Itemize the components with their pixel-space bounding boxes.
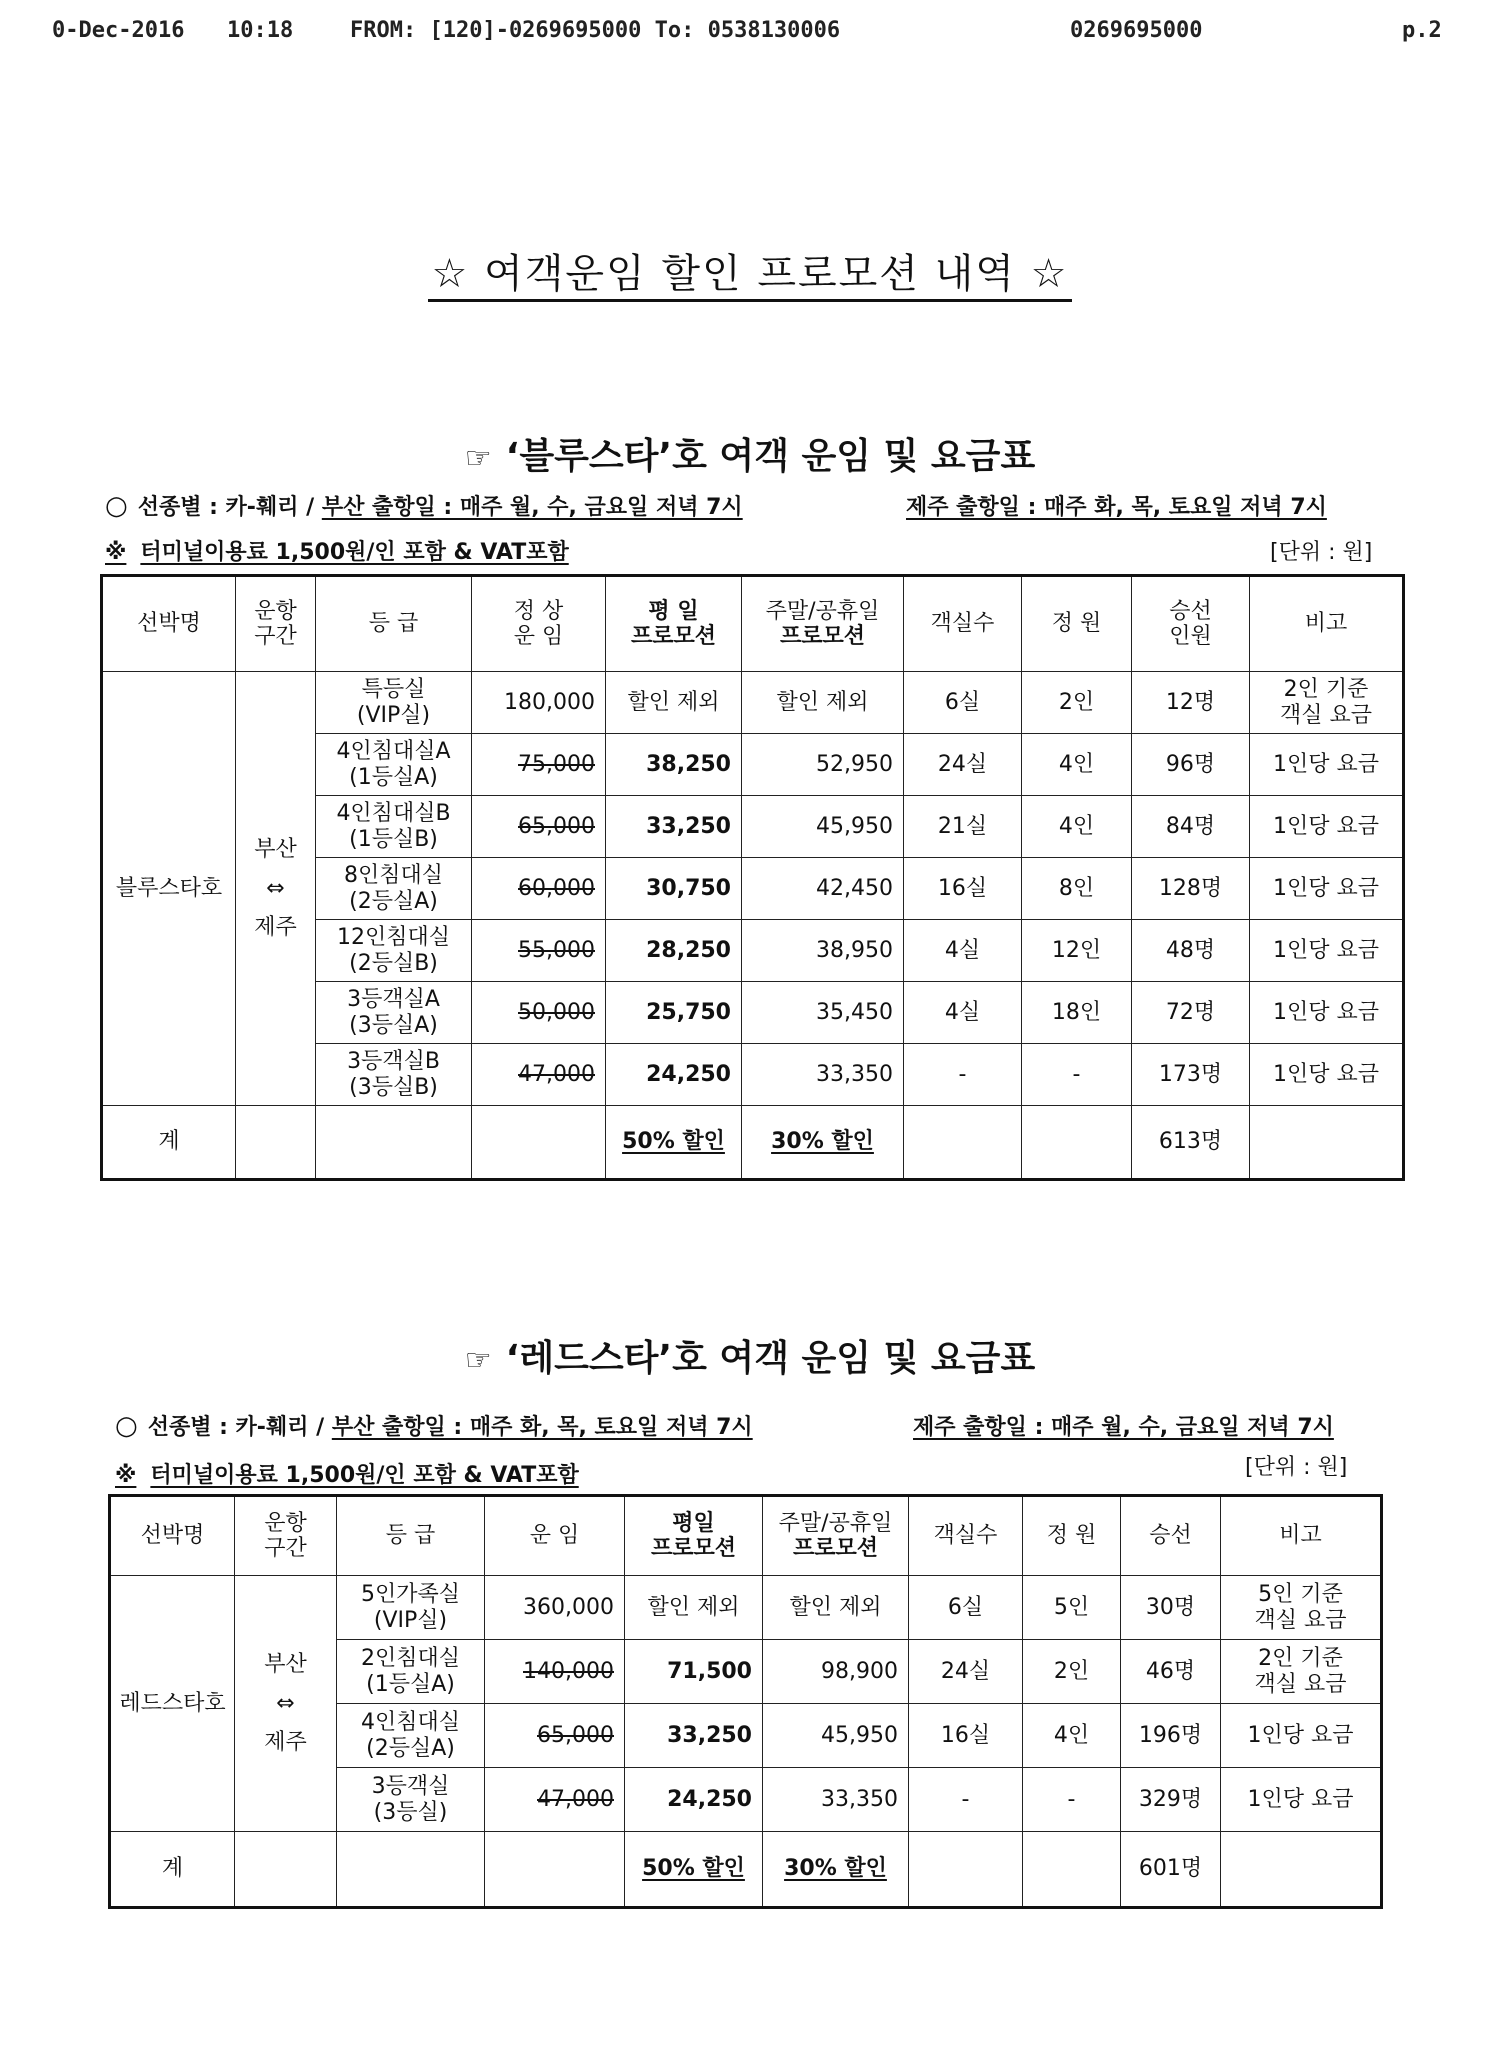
grade-cell (337, 1704, 485, 1768)
pointing-hand-icon: ☞ (464, 441, 492, 476)
capacity: 2인 (1053, 1658, 1090, 1684)
passengers-cell (1132, 982, 1250, 1044)
regular-fare: 180,000 (504, 689, 595, 715)
grade-cell (316, 982, 472, 1044)
ship-name-cell (102, 672, 236, 1106)
grade-label: (1등실A) (349, 764, 438, 790)
capacity-cell (1022, 796, 1132, 858)
section-2-busan-departure: 부산 출항일 : 매주 화, 목, 토요일 저녁 7시 (331, 1415, 753, 1440)
remark-text: 1인당 요금 (1273, 1061, 1379, 1087)
remark-text: 1인당 요금 (1273, 751, 1379, 777)
passenger-count: 12명 (1165, 689, 1216, 715)
col-weekend-promo: 주말/공휴일 프로모션 (742, 576, 904, 672)
capacity: - (1067, 1786, 1076, 1812)
rooms-cell (904, 672, 1022, 734)
passengers-cell (1132, 796, 1250, 858)
total-passengers-cell (1121, 1832, 1221, 1908)
section-2-heading-text: ‘레드스타’호 여객 운임 및 요금표 (505, 1338, 1036, 1379)
passengers-cell (1121, 1576, 1221, 1640)
capacity: 12인 (1051, 937, 1102, 963)
weekday-promo-fare: 24,250 (667, 1786, 752, 1812)
rooms-cell (909, 1704, 1023, 1768)
grade-label: 3등객실A (347, 987, 440, 1013)
passenger-count: 46명 (1145, 1658, 1196, 1684)
col-fare: 운 임 (485, 1496, 625, 1576)
regular-fare: 360,000 (523, 1594, 614, 1620)
fax-date: 0-Dec-2016 (52, 18, 185, 43)
grade-cell (337, 1768, 485, 1832)
passenger-count: 96명 (1165, 751, 1216, 777)
grade-label: (2등실A) (349, 888, 438, 914)
fax-header (52, 18, 1452, 58)
total-weekend-cell (742, 1106, 904, 1180)
passenger-count: 72명 (1165, 999, 1216, 1025)
remarks-cell (1221, 1768, 1382, 1832)
weekend-promo-fare: 할인 제외 (789, 1594, 882, 1620)
document-title-text: ☆ 여객운임 할인 프로모션 내역 ☆ (428, 251, 1073, 302)
col-route: 운항 구간 (235, 1496, 337, 1576)
weekday-promo-fare: 71,500 (667, 1658, 752, 1684)
room-count: - (961, 1786, 970, 1812)
regular-fare: 47,000 (537, 1786, 614, 1812)
capacity-cell (1022, 1044, 1132, 1106)
capacity: 5인 (1053, 1594, 1090, 1620)
weekday-promo-fare: 33,250 (667, 1722, 752, 1748)
remarks-cell (1250, 734, 1404, 796)
empty-cell (909, 1832, 1023, 1908)
capacity-cell (1022, 672, 1132, 734)
capacity-cell (1022, 734, 1132, 796)
capacity: 8인 (1058, 875, 1095, 901)
section-2-ship-type: 선종별 : 카-훼리 / (147, 1415, 332, 1440)
section-2-jeju-departure: 제주 출항일 : 매주 월, 수, 금요일 저녁 7시 (913, 1415, 1334, 1440)
weekend-promo-cell (763, 1704, 909, 1768)
ship-name-cell (110, 1576, 235, 1832)
grade-label: (3등실A) (349, 1012, 438, 1038)
weekday-promo-cell (625, 1768, 763, 1832)
route-cell (236, 672, 316, 1106)
weekend-promo-cell (763, 1576, 909, 1640)
weekend-promo-cell (742, 920, 904, 982)
regular-fare-cell (472, 982, 606, 1044)
section-1-ship-type: 선종별 : 카-훼리 / (137, 495, 322, 520)
rooms-cell (904, 920, 1022, 982)
regular-fare-cell (472, 734, 606, 796)
empty-cell (485, 1832, 625, 1908)
grade-cell (316, 734, 472, 796)
regular-fare: 60,000 (518, 875, 595, 901)
remark-text: 1인당 요금 (1247, 1786, 1354, 1812)
remark-text: 객실 요금 (1279, 702, 1372, 728)
section-2-note-text: 터미널이용료 1,500원/인 포함 & VAT포함 (150, 1463, 579, 1488)
col-ship: 선박명 (102, 576, 236, 672)
total-row (110, 1832, 1382, 1908)
col-ship: 선박명 (110, 1496, 235, 1576)
room-count: 4실 (944, 999, 981, 1025)
route-cell (235, 1576, 337, 1832)
col-weekday-promo: 평일 프로모션 (625, 1496, 763, 1576)
weekend-promo-fare: 98,900 (821, 1658, 898, 1684)
capacity: 4인 (1058, 813, 1095, 839)
regular-fare-cell (472, 672, 606, 734)
rooms-cell (904, 734, 1022, 796)
room-count: 16실 (937, 875, 988, 901)
weekday-promo-cell (625, 1704, 763, 1768)
grade-label: 8인침대실 (343, 863, 443, 889)
route-part: 부산 (254, 836, 297, 862)
weekday-promo-cell (625, 1640, 763, 1704)
grade-label: 3등객실B (347, 1049, 440, 1075)
remark-text: 1인당 요금 (1273, 937, 1379, 963)
weekday-promo-fare: 할인 제외 (627, 689, 720, 715)
empty-cell (316, 1106, 472, 1180)
weekend-promo-fare: 42,450 (816, 875, 893, 901)
col-passengers: 승선 인원 (1132, 576, 1250, 672)
redstar-table-body (110, 1576, 1382, 1908)
grade-cell (337, 1576, 485, 1640)
col-capacity: 정 원 (1023, 1496, 1121, 1576)
bluestar-fare-table (100, 574, 1405, 1181)
remarks-cell (1250, 858, 1404, 920)
room-count: 21실 (937, 813, 988, 839)
grade-label: 4인침대실A (336, 739, 451, 765)
weekday-discount: 50% 할인 (622, 1129, 725, 1155)
pointing-hand-icon: ☞ (464, 1343, 492, 1378)
weekend-promo-fare: 33,350 (816, 1061, 893, 1087)
rooms-cell (909, 1640, 1023, 1704)
remark-text: 5인 기준 (1258, 1582, 1343, 1608)
ship-name: 블루스타호 (115, 875, 223, 901)
weekday-promo-cell (606, 858, 742, 920)
redstar-fare-table (108, 1494, 1383, 1909)
total-weekday-cell (606, 1106, 742, 1180)
section-1-note (105, 535, 569, 566)
remark-text: 1인당 요금 (1247, 1722, 1354, 1748)
passengers-cell (1121, 1640, 1221, 1704)
table-row (110, 1576, 1382, 1640)
remarks-cell (1250, 982, 1404, 1044)
weekend-promo-cell (742, 1044, 904, 1106)
circle-bullet-icon: ○ (105, 491, 128, 521)
remarks-cell (1250, 796, 1404, 858)
document-title (0, 242, 1500, 299)
regular-fare-cell (485, 1768, 625, 1832)
empty-cell (235, 1832, 337, 1908)
weekday-promo-fare: 30,750 (646, 875, 731, 901)
remarks-cell (1221, 1640, 1382, 1704)
section-1-note-text: 터미널이용료 1,500원/인 포함 & VAT포함 (140, 540, 569, 565)
total-weekday-cell (625, 1832, 763, 1908)
circle-bullet-icon: ○ (115, 1411, 138, 1441)
total-weekend-cell (763, 1832, 909, 1908)
weekday-promo-cell (606, 734, 742, 796)
col-grade: 등 급 (316, 576, 472, 672)
remarks-cell (1221, 1704, 1382, 1768)
weekday-promo-fare: 할인 제외 (647, 1594, 740, 1620)
regular-fare: 65,000 (518, 813, 595, 839)
passengers-cell (1132, 734, 1250, 796)
col-remarks: 비고 (1250, 576, 1404, 672)
section-1-schedule (105, 490, 743, 521)
weekend-promo-cell (742, 734, 904, 796)
col-remarks: 비고 (1221, 1496, 1382, 1576)
weekday-promo-fare: 28,250 (646, 937, 731, 963)
empty-cell (337, 1832, 485, 1908)
passenger-count: 48명 (1165, 937, 1216, 963)
grade-label: 5인가족실 (360, 1582, 460, 1608)
regular-fare: 55,000 (518, 937, 595, 963)
regular-fare-cell (472, 1044, 606, 1106)
room-count: 16실 (940, 1722, 991, 1748)
grade-label: 특등실 (361, 677, 426, 703)
section-2-unit: [단위 : 원] (1245, 1455, 1348, 1480)
fax-number: 0269695000 (1070, 18, 1203, 43)
weekend-promo-fare: 45,950 (821, 1722, 898, 1748)
route-part: 부산 (264, 1651, 307, 1677)
table-header-row (110, 1496, 1382, 1576)
section-1-heading-text: ‘블루스타’호 여객 운임 및 요금표 (505, 436, 1036, 477)
col-route: 운항 구간 (236, 576, 316, 672)
empty-cell (1221, 1832, 1382, 1908)
table-header-row (102, 576, 1404, 672)
rooms-cell (909, 1576, 1023, 1640)
total-label: 계 (158, 1129, 180, 1155)
regular-fare-cell (485, 1640, 625, 1704)
total-label-cell (110, 1832, 235, 1908)
section-1-heading (0, 428, 1500, 479)
capacity-cell (1023, 1640, 1121, 1704)
section-1-jeju-departure: 제주 출항일 : 매주 화, 목, 토요일 저녁 7시 (906, 495, 1327, 520)
weekend-promo-cell (742, 858, 904, 920)
remark-text: 1인당 요금 (1273, 999, 1379, 1025)
regular-fare-cell (472, 920, 606, 982)
grade-cell (337, 1640, 485, 1704)
section-2-note (115, 1458, 579, 1489)
section-2-heading (0, 1330, 1500, 1381)
route-part: ⇔ (276, 1690, 295, 1716)
fax-time: 10:18 (227, 18, 294, 43)
passenger-count: 329명 (1138, 1786, 1203, 1812)
capacity-cell (1023, 1704, 1121, 1768)
empty-cell (904, 1106, 1022, 1180)
capacity-cell (1022, 858, 1132, 920)
ship-name: 레드스타호 (119, 1690, 226, 1716)
weekday-promo-cell (606, 982, 742, 1044)
capacity-cell (1022, 920, 1132, 982)
total-passengers-cell (1132, 1106, 1250, 1180)
weekend-promo-cell (742, 672, 904, 734)
passengers-cell (1132, 858, 1250, 920)
col-fare: 정 상 운 임 (472, 576, 606, 672)
route-part: 제주 (264, 1730, 307, 1756)
grade-label: 2인침대실 (360, 1646, 460, 1672)
regular-fare-cell (472, 858, 606, 920)
empty-cell (1022, 1106, 1132, 1180)
rooms-cell (909, 1768, 1023, 1832)
weekday-promo-cell (606, 672, 742, 734)
weekday-promo-cell (606, 920, 742, 982)
regular-fare-cell (485, 1704, 625, 1768)
remarks-cell (1250, 1044, 1404, 1106)
remarks-cell (1250, 672, 1404, 734)
grade-label: (1등실A) (366, 1671, 455, 1697)
remark-text: 객실 요금 (1254, 1671, 1347, 1697)
col-rooms: 객실수 (909, 1496, 1023, 1576)
passengers-cell (1132, 672, 1250, 734)
grade-label: 12인침대실 (336, 925, 450, 951)
grade-label: 4인침대실 (360, 1710, 460, 1736)
remark-text: 객실 요금 (1254, 1607, 1347, 1633)
grade-label: (VIP실) (356, 702, 431, 728)
passenger-count: 173명 (1158, 1061, 1223, 1087)
table-row (102, 672, 1404, 734)
capacity: 4인 (1053, 1722, 1090, 1748)
section-1-unit: [단위 : 원] (1270, 540, 1373, 565)
remark-text: 1인당 요금 (1273, 875, 1379, 901)
col-weekend-promo: 주말/공휴일 프로모션 (763, 1496, 909, 1576)
col-passengers: 승선 (1121, 1496, 1221, 1576)
remarks-cell (1221, 1576, 1382, 1640)
grade-cell (316, 1044, 472, 1106)
remark-text: 2인 기준 (1258, 1646, 1343, 1672)
grade-cell (316, 796, 472, 858)
fax-page: p.2 (1402, 18, 1442, 43)
grade-cell (316, 672, 472, 734)
grade-label: 3등객실 (371, 1774, 450, 1800)
passengers-cell (1121, 1768, 1221, 1832)
grade-label: (1등실B) (349, 826, 438, 852)
grade-label: (3등실B) (349, 1074, 438, 1100)
weekend-discount: 30% 할인 (784, 1856, 887, 1882)
capacity-cell (1023, 1768, 1121, 1832)
grade-cell (316, 858, 472, 920)
col-rooms: 객실수 (904, 576, 1022, 672)
weekend-promo-fare: 52,950 (816, 751, 893, 777)
empty-cell (472, 1106, 606, 1180)
regular-fare: 50,000 (518, 999, 595, 1025)
passengers-cell (1121, 1704, 1221, 1768)
note-mark: ※ (105, 540, 127, 565)
grade-label: (2등실A) (366, 1735, 455, 1761)
capacity-cell (1022, 982, 1132, 1044)
note-mark: ※ (115, 1463, 137, 1488)
passenger-count: 30명 (1145, 1594, 1196, 1620)
passenger-count: 196명 (1138, 1722, 1203, 1748)
room-count: 24실 (940, 1658, 991, 1684)
section-2-schedule (115, 1410, 753, 1441)
weekend-discount: 30% 할인 (771, 1129, 874, 1155)
route-part: ⇔ (266, 875, 285, 901)
regular-fare-cell (472, 796, 606, 858)
room-count: 4실 (944, 937, 981, 963)
weekend-promo-cell (742, 982, 904, 1044)
grade-label: (2등실B) (349, 950, 438, 976)
remarks-cell (1250, 920, 1404, 982)
grade-cell (316, 920, 472, 982)
rooms-cell (904, 982, 1022, 1044)
weekday-promo-cell (606, 796, 742, 858)
weekend-promo-fare: 33,350 (821, 1786, 898, 1812)
passenger-count: 84명 (1165, 813, 1216, 839)
remark-text: 2인 기준 (1283, 677, 1369, 703)
passenger-count: 128명 (1158, 875, 1223, 901)
weekday-promo-cell (625, 1576, 763, 1640)
section-2-jeju-schedule (913, 1410, 1334, 1441)
rooms-cell (904, 858, 1022, 920)
weekend-promo-fare: 38,950 (816, 937, 893, 963)
section-1-jeju-schedule (906, 490, 1327, 521)
passengers-cell (1132, 1044, 1250, 1106)
total-label-cell (102, 1106, 236, 1180)
total-label: 계 (161, 1856, 184, 1882)
weekday-promo-fare: 25,750 (646, 999, 731, 1025)
rooms-cell (904, 796, 1022, 858)
regular-fare-cell (485, 1576, 625, 1640)
weekend-promo-fare: 35,450 (816, 999, 893, 1025)
bluestar-table-body (102, 672, 1404, 1180)
regular-fare: 47,000 (518, 1061, 595, 1087)
room-count: 24실 (937, 751, 988, 777)
grade-label: 4인침대실B (336, 801, 451, 827)
room-count: 6실 (947, 1594, 984, 1620)
total-passengers: 601명 (1138, 1856, 1203, 1882)
weekend-promo-cell (763, 1640, 909, 1704)
weekday-promo-fare: 24,250 (646, 1061, 731, 1087)
capacity: 18인 (1051, 999, 1102, 1025)
regular-fare: 75,000 (518, 751, 595, 777)
total-passengers: 613명 (1158, 1129, 1223, 1155)
route-part: 제주 (254, 915, 297, 941)
capacity: 2인 (1058, 689, 1095, 715)
total-row (102, 1106, 1404, 1180)
weekday-promo-cell (606, 1044, 742, 1106)
fax-from: FROM: [120]-0269695000 To: 0538130006 (350, 18, 841, 43)
empty-cell (236, 1106, 316, 1180)
weekday-discount: 50% 할인 (642, 1856, 745, 1882)
room-count: 6실 (944, 689, 981, 715)
room-count: - (958, 1061, 967, 1087)
passengers-cell (1132, 920, 1250, 982)
capacity: 4인 (1058, 751, 1095, 777)
col-grade: 등 급 (337, 1496, 485, 1576)
empty-cell (1023, 1832, 1121, 1908)
capacity-cell (1023, 1576, 1121, 1640)
col-capacity: 정 원 (1022, 576, 1132, 672)
section-1-busan-departure: 부산 출항일 : 매주 월, 수, 금요일 저녁 7시 (321, 495, 743, 520)
weekend-promo-cell (742, 796, 904, 858)
regular-fare: 140,000 (523, 1658, 614, 1684)
remark-text: 1인당 요금 (1273, 813, 1379, 839)
empty-cell (1250, 1106, 1404, 1180)
grade-label: (VIP실) (373, 1607, 448, 1633)
rooms-cell (904, 1044, 1022, 1106)
grade-label: (3등실) (373, 1799, 448, 1825)
weekday-promo-fare: 33,250 (646, 813, 731, 839)
weekend-promo-cell (763, 1768, 909, 1832)
weekend-promo-fare: 45,950 (816, 813, 893, 839)
capacity: - (1072, 1061, 1081, 1087)
col-weekday-promo: 평 일 프로모션 (606, 576, 742, 672)
weekend-promo-fare: 할인 제외 (776, 689, 869, 715)
regular-fare: 65,000 (537, 1722, 614, 1748)
weekday-promo-fare: 38,250 (646, 751, 731, 777)
